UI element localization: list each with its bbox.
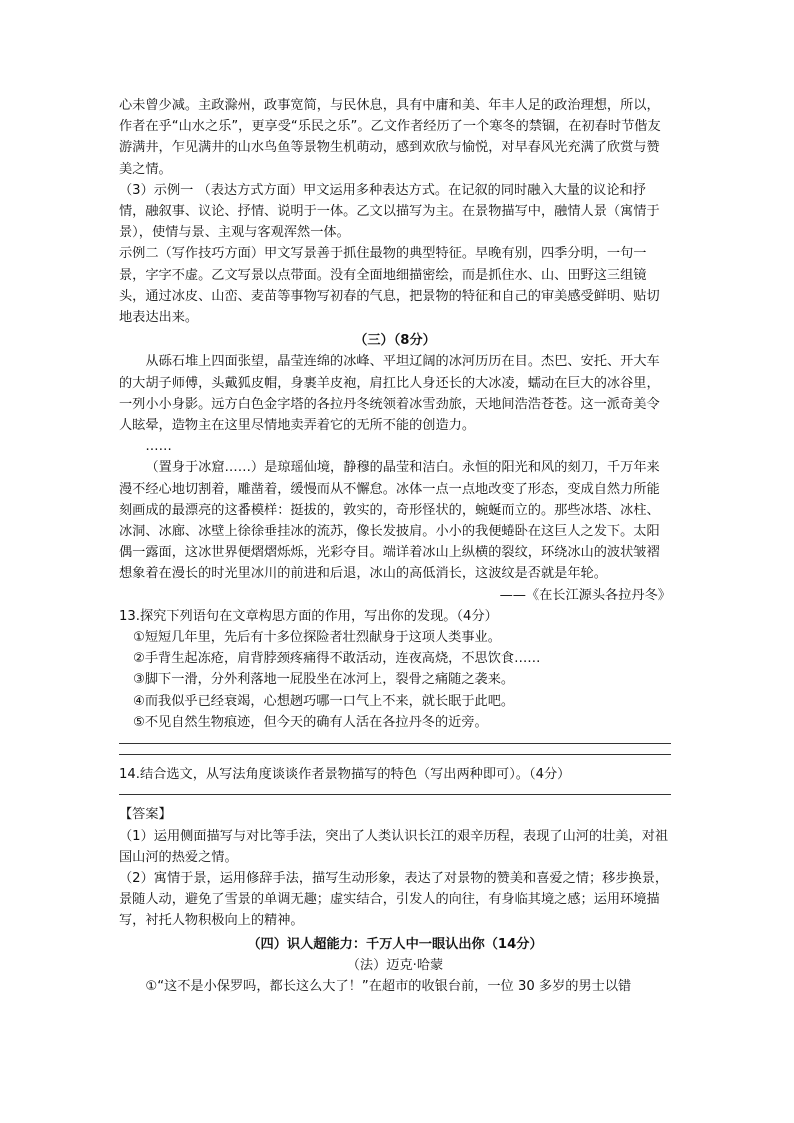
- passage-paragraph-1: 从砾石堆上四面张望，晶莹连绵的冰峰、平坦辽阔的冰河历历在目。杰巴、安托、开大车的大胡子师傅，头戴狐皮帽，身裹羊皮袍，肩扛比人身还长的大冰凌，蠕动在巨大的冰谷里，一列小小身影。远方白色金字塔的各拉丹冬统领着冰雪劲旅，天地间浩浩苍苍。这一派奇美令人眩晕，造物主在这里尽情地卖弄着它的无所不能的创造力。: [119, 354, 660, 434]
- question-13-item: ③脚下一滑，分外利落地一屁股坐在冰河上，裂骨之痛随之袭来。: [133, 672, 515, 688]
- passage-ellipsis: ……: [145, 439, 172, 455]
- answer-line: [119, 794, 671, 795]
- question-13-item: ⑤不见自然生物痕迹，但今天的确有人活在各拉丹冬的近旁。: [133, 714, 488, 730]
- passage-source: ——《在长江源头各拉丹冬》: [499, 587, 671, 603]
- answer-item-1: （1）运用侧面描写与对比等手法，突出了人类认识长江的艰辛历程，表现了山河的壮美，对祖国山河的热爱之情。: [119, 828, 669, 865]
- passage-paragraph-2: （置身于冰窟……）是琼瑶仙境，静穆的晶莹和洁白。永恒的阳光和风的刻刀，千万年来漫不经心地切割着，雕凿着，缓慢而从不懈怠。冰体一点一点地改变了形态，变成自然力所能刻画成的最漂亮的这番模样：挺拔的，敦实的，奇形怪状的，蜿蜒而立的。那些冰塔、冰柱、冰洞、冰廊、冰壁上徐徐垂挂冰的流苏，像长发披肩。小小的我便蜷卧在这巨人之发下。太阳偶一露面，这冰世界便熠熠烁烁，光彩夺目。端详着冰山上纵横的裂纹，环绕冰山的波状皱褶想象着在漫长的时光里冰川的前进和后退，冰山的高低消长，这波纹是否就是年轮。: [119, 460, 660, 582]
- answer-label: 【答案】: [119, 807, 172, 823]
- answer-paragraph-2: （3）示例一 （表达方式方面）甲文运用多种表达方式。在记叙的同时融入大量的议论和抒情，融叙事、议论、抒情、说明于一体。乙文以描写为主。在景物描写中，融情人景（寓情于景），使情与景、主观与客观浑然一体。: [119, 182, 660, 241]
- question-13-item: ①短短几年里，先后有十多位探险者壮烈献身于这项人类事业。: [133, 630, 501, 646]
- answer-item-2: （2）寓情于景，运用修辞手法，描写生动形象，表达了对景物的赞美和喜爱之情；移步换景，景随人动，避免了雪景的单调无趣；虚实结合，引发人的向往，有身临其境之感；运用环境描写，衬托人物积极向上的精神。: [119, 870, 669, 929]
- answer-paragraph-1: 心未曾少减。主政滁州，政事宽简，与民休息，具有中庸和美、年丰人足的政治理想，所以，作者在乎“山水之乐”，更享受“乐民之乐”。乙文作者经历了一个寒冬的禁锢，在初春时节偕友游满井，乍见满井的山水鸟鱼等景物生机萌动，感到欢欣与愉悦，对早春风光充满了欣赏与赞美之情。: [119, 98, 661, 177]
- section-4-first-line: ①“这不是小保罗吗，都长这么大了！”在超市的收银台前，一位 30 多岁的男士以错: [145, 978, 632, 994]
- question-13-prompt: 13.探究下列语句在文章构思方面的作用，写出你的发现。（4分）: [119, 608, 498, 624]
- question-14-prompt: 14.结合选文，从写法角度谈谈作者景物描写的特色（写出两种即可）。（4分）: [119, 767, 571, 783]
- section-3-title: （三）（8分）: [354, 333, 436, 349]
- section-4-title: （四）识人超能力：千万人中一眼认出你（14分）: [247, 936, 543, 952]
- question-13-item: ②手背生起冻疮，肩背脖颈疼痛得不敢活动，连夜高烧，不思饮食……: [133, 651, 541, 667]
- document-page: [119, 95, 671, 997]
- section-4-author: （法）迈克·哈蒙: [346, 957, 444, 973]
- answer-line: [119, 754, 671, 755]
- answer-paragraph-3: 示例二（写作技巧方面）甲文写景善于抓住最物的典型特征。早晚有别，四季分明，一句一景，字字不虚。乙文写景以点带面。没有全面地细描密绘，而是抓住水、山、田野这三组镜头，通过冰皮、山峦、麦苗等事物写初春的气息，把景物的特征和自己的审美感受鲜明、贴切地表达出来。: [119, 246, 660, 326]
- answer-line: [119, 743, 671, 744]
- question-13-item: ④而我似乎已经衰竭，心想趔巧哪一口气上不来，就长眠于此吧。: [133, 693, 515, 709]
